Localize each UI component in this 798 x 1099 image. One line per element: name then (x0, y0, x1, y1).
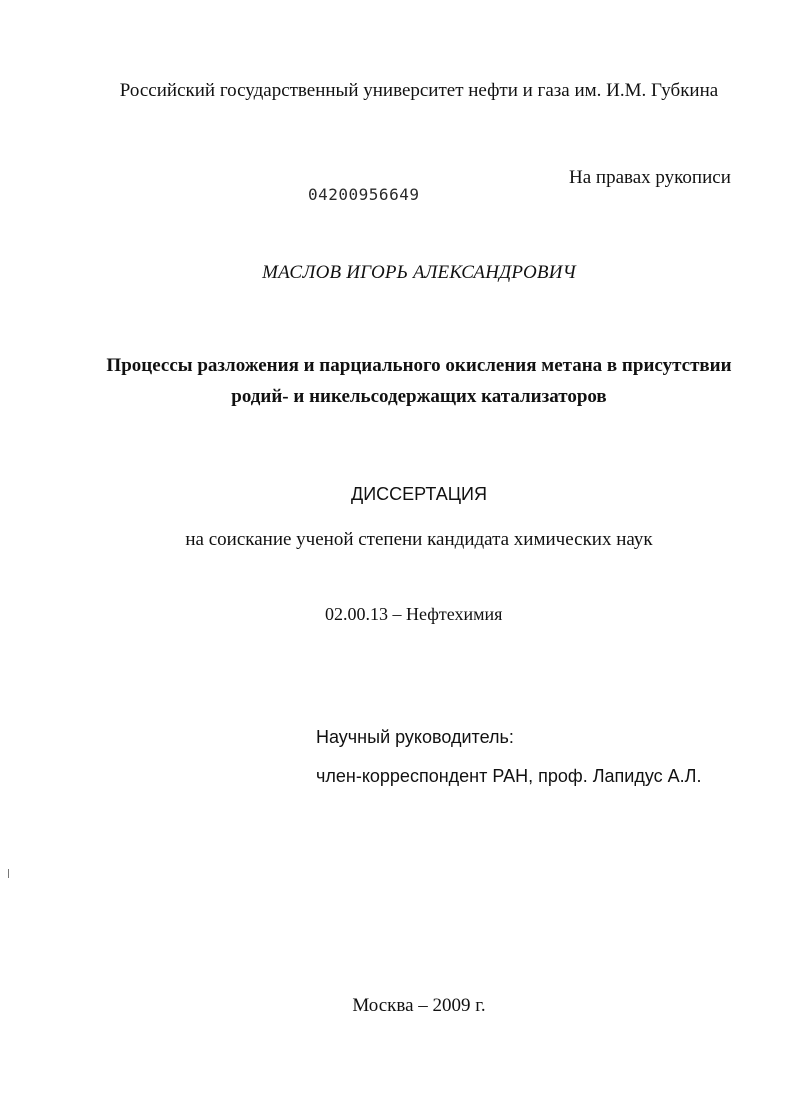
author-name: МАСЛОВ ИГОРЬ АЛЕКСАНДРОВИЧ (262, 262, 576, 283)
specialty-code: 02.00.13 – Нефтехимия (325, 604, 503, 624)
rights-notice: На правах рукописи (569, 167, 731, 188)
scan-artifact-mark (8, 869, 9, 878)
university-name: Российский государственный университет нефти и газа им. И.М. Губкина (119, 80, 719, 101)
document-type: ДИССЕРТАЦИЯ (351, 484, 487, 504)
advisor-name: член-корреспондент РАН, проф. Лапидус А.Л. (316, 766, 702, 786)
degree-statement: на соискание ученой степени кандидата химических наук (185, 529, 653, 550)
advisor-label: Научный руководитель: (316, 727, 514, 747)
thesis-title-line-2: родий- и никельсодержащих катализаторов (231, 386, 607, 407)
city-and-year: Москва – 2009 г. (352, 995, 486, 1016)
archive-number-stamp: 04200956649 (308, 185, 420, 204)
thesis-title-line-1: Процессы разложения и парциального окисления метана в присутствии (106, 355, 732, 376)
